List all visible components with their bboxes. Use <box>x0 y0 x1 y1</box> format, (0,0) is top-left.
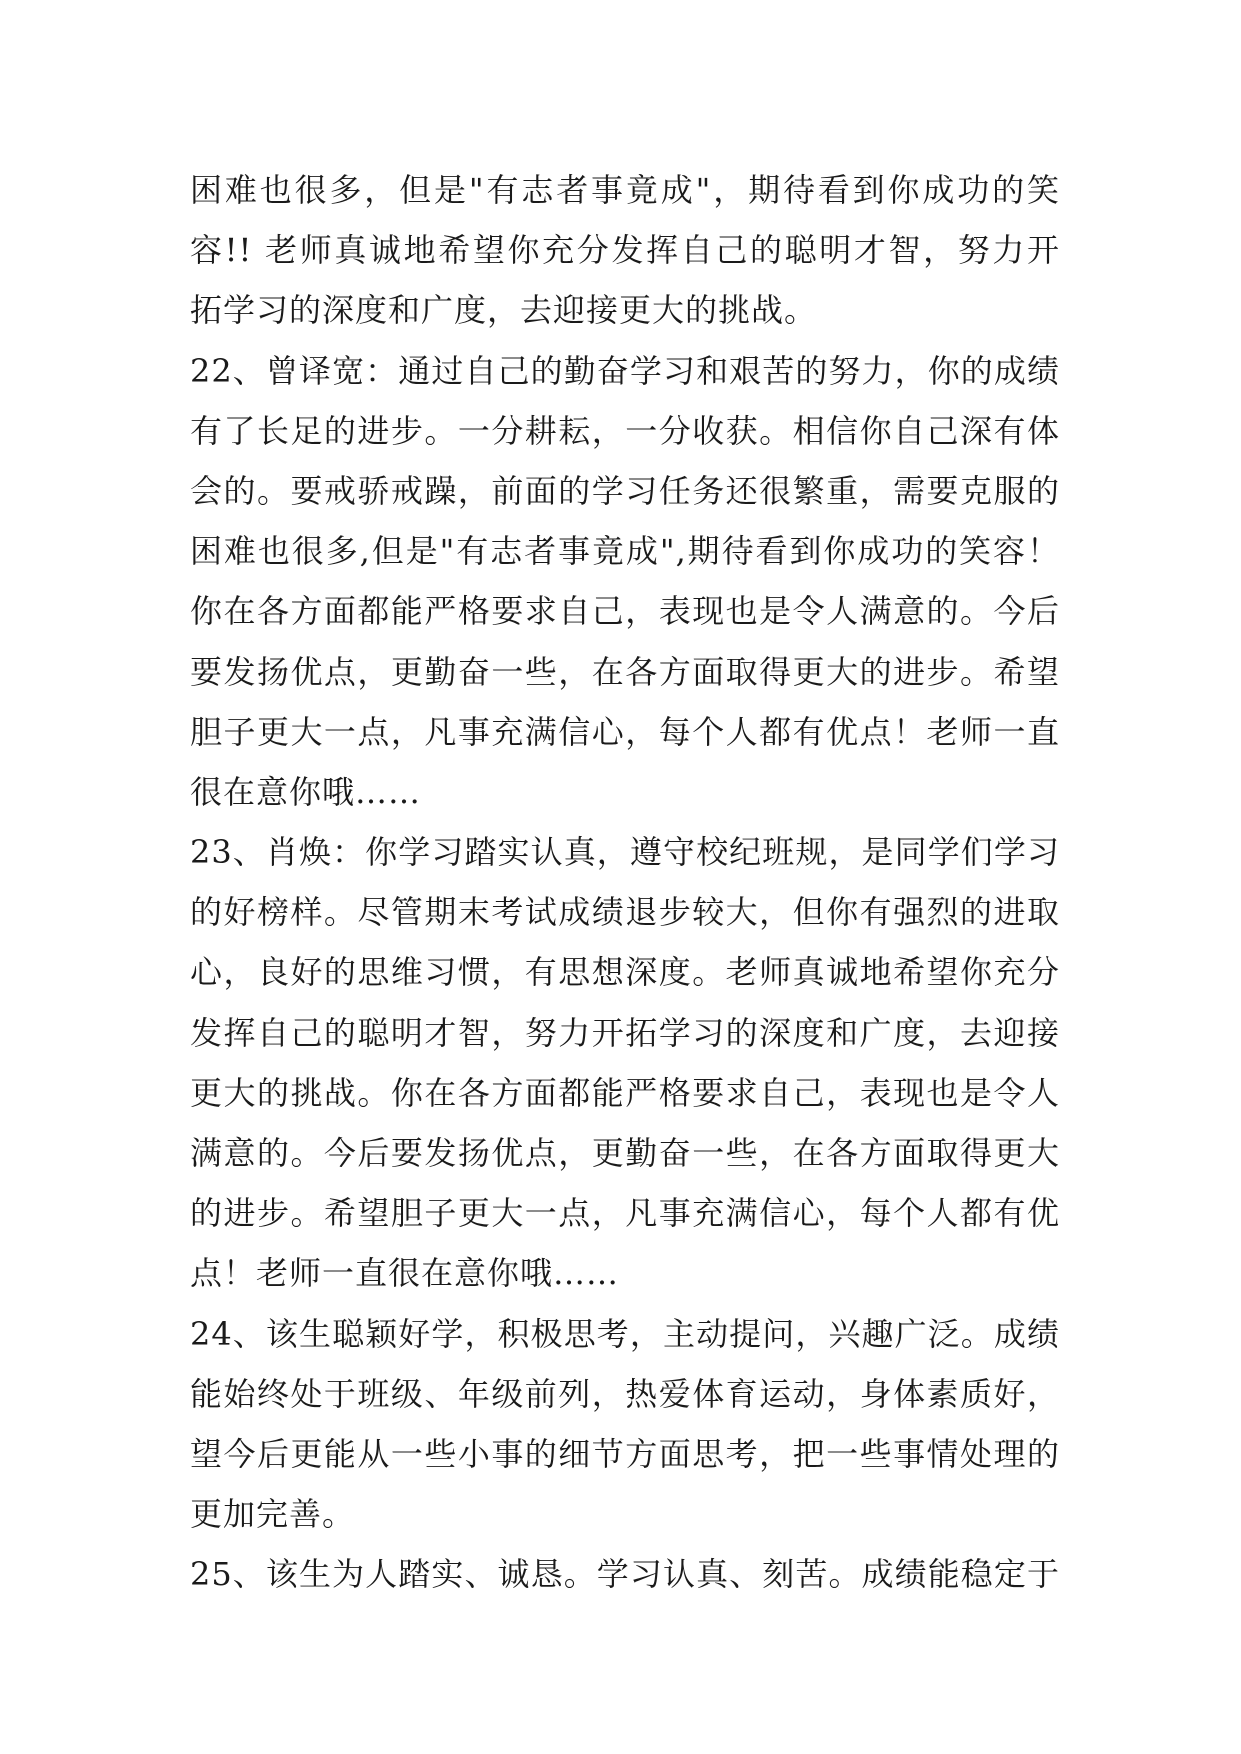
text-line: 的好榜样。尽管期末考试成绩退步较大，但你有强烈的进取 <box>190 893 1060 932</box>
text-line: 满意的。今后要发扬优点，更勤奋一些，在各方面取得更大 <box>190 1134 1060 1172</box>
text-line: 25、该生为人踏实、诚恳。学习认真、刻苦。成绩能稳定于 <box>190 1555 1060 1594</box>
text-line: 会的。要戒骄戒躁，前面的学习任务还很繁重，需要克服的 <box>190 471 1060 510</box>
document-body-text <box>190 160 1060 1605</box>
text-line: 你在各方面都能严格要求自己，表现也是令人满意的。今后 <box>190 592 1060 631</box>
text-line: 点！老师一直很在意你哦…… <box>190 1254 620 1293</box>
text-line: 容!! 老师真诚地希望你充分发挥自己的聪明才智，努力开 <box>190 231 1060 270</box>
text-line: 能始终处于班级、年级前列，热爱体育运动，身体素质好， <box>190 1374 1060 1413</box>
text-line: 有了长足的进步。一分耕耘，一分收获。相信你自己深有体 <box>190 411 1060 450</box>
text-line: 心，良好的思维习惯，有思想深度。老师真诚地希望你充分 <box>190 953 1060 992</box>
text-line: 23、肖焕：你学习踏实认真，遵守校纪班规，是同学们学习 <box>190 833 1060 872</box>
text-line: 困难也很多,但是"有志者事竟成",期待看到你成功的笑容！ <box>190 532 1060 571</box>
text-line: 发挥自己的聪明才智，努力开拓学习的深度和广度，去迎接 <box>190 1013 1060 1052</box>
text-line: 拓学习的深度和广度，去迎接更大的挑战。 <box>190 291 818 330</box>
text-line: 要发扬优点，更勤奋一些，在各方面取得更大的进步。希望 <box>190 652 1060 691</box>
text-line: 望今后更能从一些小事的细节方面思考，把一些事情处理的 <box>190 1434 1060 1473</box>
text-line: 的进步。希望胆子更大一点，凡事充满信心，每个人都有优 <box>190 1194 1060 1233</box>
text-line: 更大的挑战。你在各方面都能严格要求自己，表现也是令人 <box>190 1073 1060 1112</box>
text-line: 24、该生聪颖好学，积极思考，主动提问，兴趣广泛。成绩 <box>190 1314 1060 1353</box>
text-line: 胆子更大一点，凡事充满信心，每个人都有优点！老师一直 <box>190 712 1060 751</box>
text-line: 很在意你哦…… <box>190 772 422 811</box>
text-line: 困难也很多，但是"有志者事竟成"，期待看到你成功的笑 <box>190 171 1060 209</box>
text-line: 更加完善。 <box>190 1495 356 1534</box>
text-line: 22、曾译宽：通过自己的勤奋学习和艰苦的努力，你的成绩 <box>190 351 1060 390</box>
